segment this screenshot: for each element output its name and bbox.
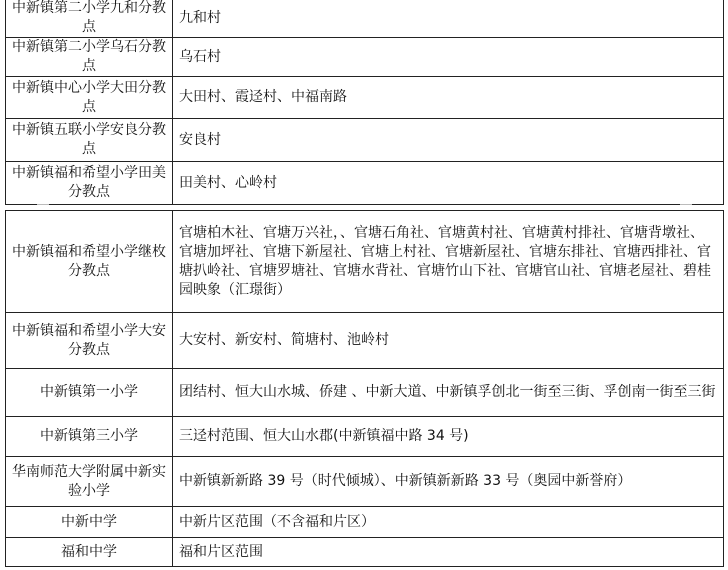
school-name-cell: 华南师范大学附属中新实验小学 xyxy=(6,457,173,507)
school-name-cell: 中新中学 xyxy=(6,507,173,538)
table-row xyxy=(6,162,724,205)
enrollment-table-bottom xyxy=(5,210,724,567)
table-row xyxy=(6,457,724,507)
enrollment-area-cell: 安良村 xyxy=(173,119,724,162)
school-name-cell: 中新镇第三小学 xyxy=(6,417,173,457)
table-row xyxy=(6,417,724,457)
enrollment-area-cell: 团结村、恒大山水城、侨建 、中新大道、中新镇孚创北一街至三街、孚创南一街至三街 xyxy=(173,369,724,417)
table-row xyxy=(6,77,724,119)
table-row xyxy=(6,119,724,162)
table-row xyxy=(6,369,724,417)
table-row xyxy=(6,538,724,567)
table-row xyxy=(6,313,724,369)
enrollment-area-cell: 乌石村 xyxy=(173,38,724,77)
school-name-cell: 中新镇第一小学 xyxy=(6,369,173,417)
school-name-cell: 中新镇福和希望小学田美分教点 xyxy=(6,162,173,205)
school-name-cell: 中新镇福和希望小学继枚分教点 xyxy=(6,211,173,313)
enrollment-area-cell: 官塘柏木社、官塘万兴社，、官塘石角社、官塘黄村社、官塘黄村排社、官塘背墩社、官塘加坪社、官塘下新屋社、官塘上村社、官塘新屋社、官塘东排社、官塘西排社、官塘扒岭社、官塘罗塘社、官塘水背社、官塘竹山下社、官塘官山社、官塘老屋社、碧桂园映象（汇璟街） xyxy=(173,211,724,313)
table-row xyxy=(6,507,724,538)
enrollment-area-cell: 九和村 xyxy=(173,0,724,38)
table-row xyxy=(6,211,724,313)
school-name-cell: 中新镇第二小学乌石分教点 xyxy=(6,38,173,77)
school-name-cell: 中新镇福和希望小学大安分教点 xyxy=(6,313,173,369)
enrollment-area-cell: 大安村、新安村、简塘村、池岭村 xyxy=(173,313,724,369)
enrollment-area-cell: 三迳村范围、恒大山水郡(中新镇福中路 34 号) xyxy=(173,417,724,457)
table-row xyxy=(6,38,724,77)
enrollment-area-cell: 福和片区范围 xyxy=(173,538,724,567)
school-name-cell: 福和中学 xyxy=(6,538,173,567)
school-name-cell: 中新镇第二小学九和分教点 xyxy=(6,0,173,38)
enrollment-table-top xyxy=(5,0,724,205)
table-row xyxy=(6,0,724,38)
enrollment-area-cell: 中新片区范围（不含福和片区） xyxy=(173,507,724,538)
enrollment-area-cell: 中新镇新新路 39 号（时代倾城）、中新镇新新路 33 号（奥园中新誉府） xyxy=(173,457,724,507)
page-break-separator xyxy=(5,201,724,209)
school-name-cell: 中新镇五联小学安良分教点 xyxy=(6,119,173,162)
enrollment-area-cell: 田美村、心岭村 xyxy=(173,162,724,205)
enrollment-area-cell: 大田村、霞迳村、中福南路 xyxy=(173,77,724,119)
school-name-cell: 中新镇中心小学大田分教点 xyxy=(6,77,173,119)
